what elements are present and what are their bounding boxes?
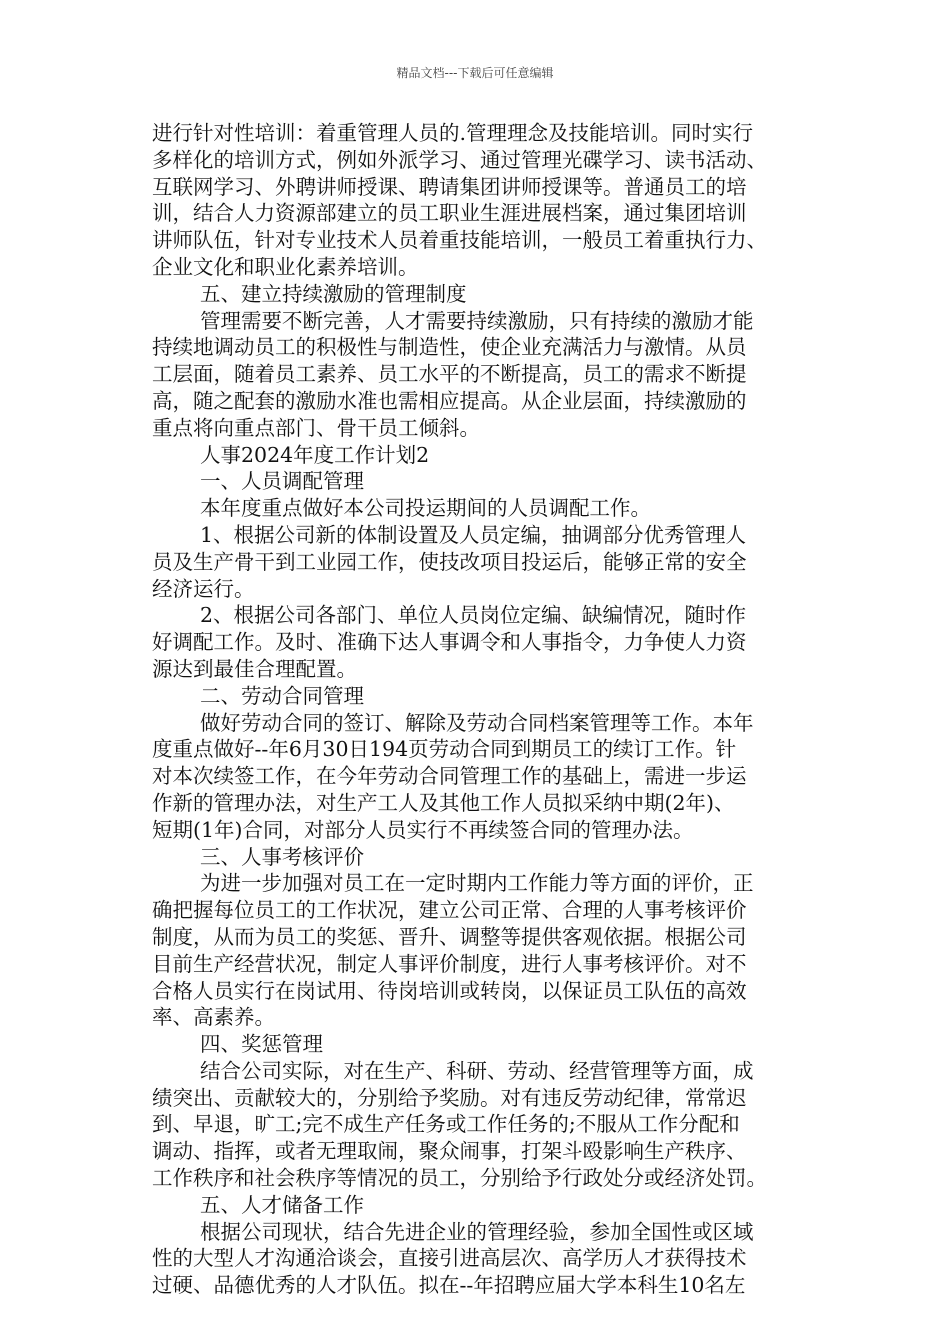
text-line: 为进一步加强对员工在一定时期内工作能力等方面的评价，正 bbox=[200, 871, 754, 896]
text-line: 重点将向重点部门、骨干员工倾斜。 bbox=[152, 415, 480, 440]
text-line: 调动、指挥，或者无理取闹，聚众闹事，打架斗殴影响生产秩序、 bbox=[152, 1139, 747, 1164]
section-heading: 人事2024年度工作计划2 bbox=[200, 442, 430, 467]
text-line: 合格人员实行在岗试用、待岗培训或转岗，以保证员工队伍的高效 bbox=[152, 978, 747, 1003]
text-line: 工作秩序和社会秩序等情况的员工，分别给予行政处分或经济处罚。 bbox=[152, 1166, 767, 1191]
text-line: 持续地调动员工的积极性与制造性，使企业充满活力与激情。从员 bbox=[152, 335, 747, 360]
text-line: 率、高素养。 bbox=[152, 1005, 275, 1030]
text-line: 员及生产骨干到工业园工作，使技改项目投运后，能够正常的安全 bbox=[152, 549, 747, 574]
text-line: 企业文化和职业化素养培训。 bbox=[152, 254, 419, 279]
text-line: 互联网学习、外聘讲师授课、聘请集团讲师授课等。普通员工的培 bbox=[152, 174, 747, 199]
text-line: 1、根据公司新的体制设置及人员定编，抽调部分优秀管理人 bbox=[200, 522, 747, 547]
text-line: 对本次续签工作，在今年劳动合同管理工作的基础上，需进一步运 bbox=[152, 764, 747, 789]
section-heading: 五、人才储备工作 bbox=[200, 1192, 364, 1217]
text-line: 制度，从而为员工的奖惩、晋升、调整等提供客观依据。根据公司 bbox=[152, 924, 747, 949]
text-line: 过硬、品德优秀的人才队伍。拟在--年招聘应届大学本科生10名左 bbox=[152, 1273, 746, 1298]
text-line: 结合公司实际，对在生产、科研、劳动、经营管理等方面，成 bbox=[200, 1058, 754, 1083]
text-line: 工层面，随着员工素养、员工水平的不断提高，员工的需求不断提 bbox=[152, 362, 747, 387]
section-heading: 三、人事考核评价 bbox=[200, 844, 364, 869]
text-line: 训，结合人力资源部建立的员工职业生涯进展档案，通过集团培训 bbox=[152, 201, 747, 226]
section-heading: 四、奖惩管理 bbox=[200, 1032, 323, 1057]
section-heading: 五、建立持续激励的管理制度 bbox=[200, 281, 467, 306]
document-body bbox=[152, 120, 812, 1299]
text-line: 进行针对性培训：着重管理人员的.管理理念及技能培训。同时实行 bbox=[152, 121, 754, 145]
text-line: 管理需要不断完善，人才需要持续激励，只有持续的激励才能 bbox=[200, 308, 754, 333]
text-line: 好调配工作。及时、准确下达人事调令和人事指令，力争使人力资 bbox=[152, 630, 747, 655]
text-line: 2、根据公司各部门、单位人员岗位定编、缺编情况，随时作 bbox=[200, 603, 747, 628]
text-line: 讲师队伍，针对专业技术人员着重技能培训，一般员工着重执行力、 bbox=[152, 228, 767, 253]
text-line: 高，随之配套的激励水准也需相应提高。从企业层面，持续激励的 bbox=[152, 388, 747, 413]
text-line: 经济运行。 bbox=[152, 576, 255, 601]
section-heading: 一、人员调配管理 bbox=[200, 469, 364, 494]
text-line: 确把握每位员工的工作状况，建立公司正常、合理的人事考核评价 bbox=[152, 898, 747, 923]
text-line: 度重点做好--年6月30日194页劳动合同到期员工的续订工作。针 bbox=[152, 737, 737, 762]
text-line: 源达到最佳合理配置。 bbox=[152, 656, 357, 681]
text-line: 短期(1年)合同，对部分人员实行不再续签合同的管理办法。 bbox=[152, 817, 694, 842]
text-line: 到、早退，旷工;完不成生产任务或工作任务的;不服从工作分配和 bbox=[152, 1112, 740, 1137]
text-line: 作新的管理办法，对生产工人及其他工作人员拟采纳中期(2年)、 bbox=[152, 790, 735, 815]
text-line: 目前生产经营状况，制定人事评价制度，进行人事考核评价。对不 bbox=[152, 951, 747, 976]
text-line: 性的大型人才沟通洽谈会，直接引进高层次、高学历人才获得技术 bbox=[152, 1246, 747, 1271]
text-line: 多样化的培训方式，例如外派学习、通过管理光碟学习、读书活动、 bbox=[152, 147, 767, 172]
text-line: 做好劳动合同的签订、解除及劳动合同档案管理等工作。本年 bbox=[200, 710, 754, 735]
section-heading: 二、劳动合同管理 bbox=[200, 683, 364, 708]
text-line: 根据公司现状，结合先进企业的管理经验，参加全国性或区域 bbox=[200, 1219, 754, 1244]
text-line: 本年度重点做好本公司投运期间的人员调配工作。 bbox=[200, 496, 651, 521]
page-header: 精品文档---下载后可任意编辑 bbox=[396, 66, 554, 80]
text-line: 绩突出、贡献较大的，分别给予奖励。对有违反劳动纪律，常常迟 bbox=[152, 1085, 747, 1110]
